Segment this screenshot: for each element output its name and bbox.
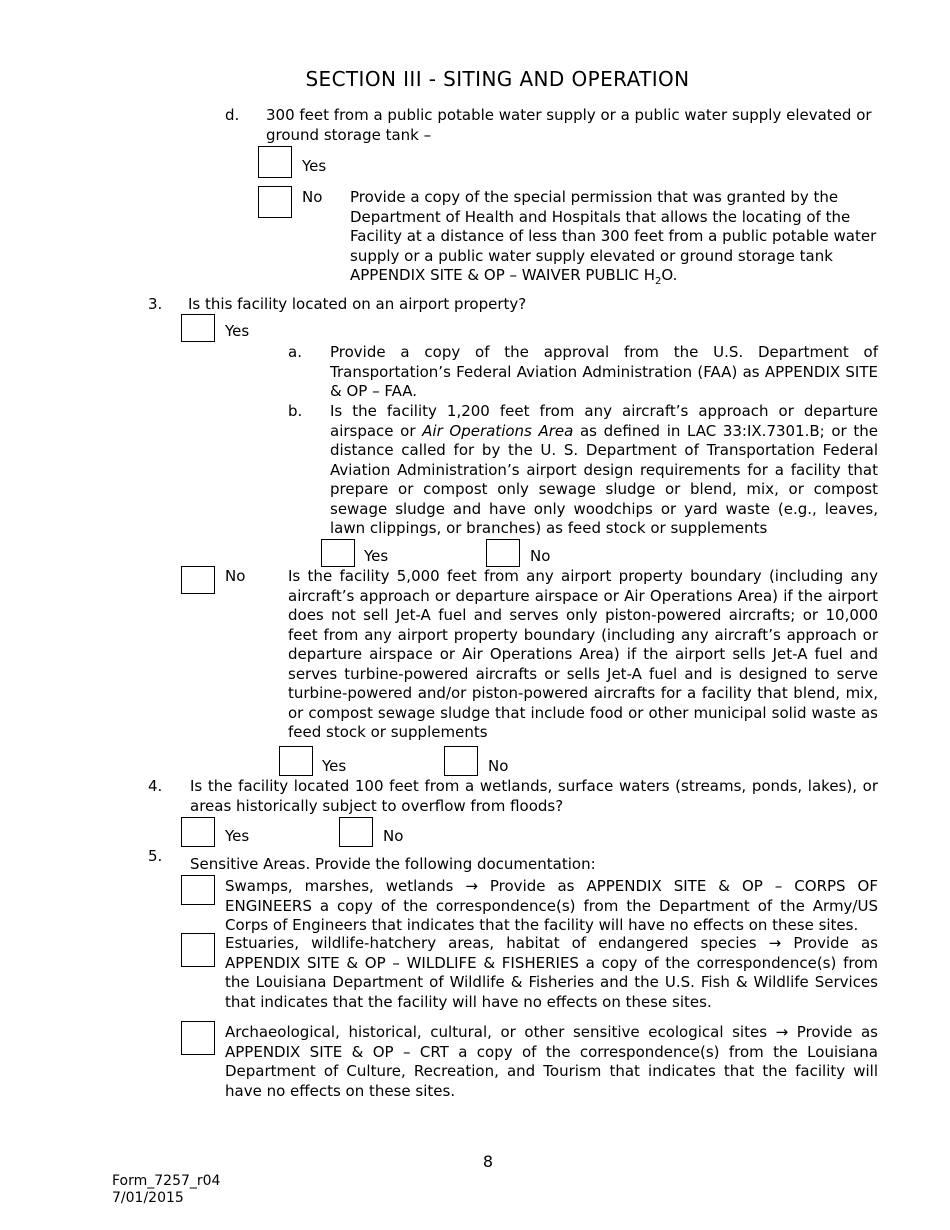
item-3-yes-label: Yes (225, 322, 250, 340)
item-3-no-label: No (225, 567, 246, 585)
item-4-no-label: No (383, 827, 404, 845)
item-3b-no-label: No (530, 547, 551, 565)
item-d-yes-checkbox[interactable] (258, 146, 292, 178)
section-title: SECTION III - SITING AND OPERATION (305, 67, 690, 91)
footer-form-id: Form_7257_r04 (112, 1173, 221, 1189)
item-4-question: Is the facility located 100 feet from a wetlands, surface waters (streams, ponds, lakes), or areas historically subject to overflow from floods? (190, 777, 878, 815)
item-3b-yes-checkbox[interactable] (321, 539, 355, 567)
arrow-right-icon: → (775, 1023, 789, 1041)
item-5-intro: Sensitive Areas. Provide the following documentation: (190, 855, 596, 873)
item-3b-yes-label: Yes (364, 547, 389, 565)
item-3-no-yes-checkbox[interactable] (279, 746, 313, 776)
item-3a-text: Provide a copy of the approval from the U.S. Department of Transportation’s Federal Aviation Administration (FAA) as APPENDIX SITE & OP – FAA. (330, 343, 878, 400)
arrow-right-icon: → (465, 877, 478, 895)
item-3-question: Is this facility located on an airport property? (188, 295, 527, 313)
item-4-yes-checkbox[interactable] (181, 817, 215, 847)
item-d-no-text: Provide a copy of the special permission that was granted by the Department of Health and Hospitals that allows the locating of the Facility at a distance of less than 300 feet from a public potable water supply or a public water supply elevated or ground storage tank APPENDIX SITE & OP – WAIVER PUBLIC $H_2O$. (350, 188, 877, 287)
arrow-right-icon: → (768, 934, 782, 952)
item-4-number: 4. (148, 777, 163, 795)
item-3-number: 3. (148, 295, 163, 313)
item-d-text: 300 feet from a public potable water supply or a public water supply elevated or ground storage tank – (266, 106, 872, 144)
item-5-number: 5. (148, 847, 163, 865)
item-3-no-no-checkbox[interactable] (444, 746, 478, 776)
item-3-yes-checkbox[interactable] (181, 314, 215, 342)
item-d-yes-label: Yes (302, 157, 327, 175)
item-3-no-checkbox[interactable] (181, 566, 215, 594)
item-3b-label: b. (288, 402, 303, 420)
item-3b-text: Is the facility 1,200 feet from any aircraft’s approach or departure airspace or Air Operations Area as defined in LAC 33:IX.7301.B; or the distance called for by the U. S. Department of Transportation Federal Aviation Administration’s airport design requirements for a facility that prepare or compost only sewage sludge or blend, mix, or compost sewage sludge and have only woodchips or yard waste (e.g., leaves, lawn clippings, or branches) as feed stock or supplements (330, 402, 878, 537)
footer-date: 7/01/2015 (112, 1190, 184, 1206)
sensitive-area-wetlands-checkbox[interactable] (181, 875, 215, 905)
item-3-no-text: Is the facility 5,000 feet from any airport property boundary (including any aircraft’s approach or departure airspace or Air Operations Area) if the airport does not sell Jet-A fuel and serves only piston-powered aircrafts; or 10,000 feet from any airport property boundary (including any aircraft’s approach or departure airspace or Air Operations Area) if the airport sells Jet-A fuel and serves turbine-powered aircrafts or sells Jet-A fuel and is designed to serve turbine-powered and/or piston-powered aircrafts for a facility that blend, mix, or compost sewage sludge that include food or other municipal solid waste as feed stock or supplements (288, 567, 878, 741)
sensitive-area-cultural-checkbox[interactable] (181, 1021, 215, 1055)
item-d-no-checkbox[interactable] (258, 186, 292, 218)
sensitive-area-wildlife-checkbox[interactable] (181, 933, 215, 967)
sensitive-area-wetlands-text: Swamps, marshes, wetlands → Provide as APPENDIX SITE & OP – CORPS OF ENGINEERS a copy of the correspondence(s) from the Department of the Army/US Corps of Engineers that indicates that the facility will have no effects on these sites. (225, 877, 878, 934)
item-4-no-checkbox[interactable] (339, 817, 373, 847)
sensitive-area-wildlife-text: Estuaries, wildlife-hatchery areas, habitat of endangered species → Provide as APPENDIX SITE & OP – WILDLIFE & FISHERIES a copy of the correspondence(s) from the Louisiana Department of Wildlife & Fisheries and the U.S. Fish & Wildlife Services that indicates that the facility will have no effects on these sites. (225, 934, 878, 1011)
item-3-no-no-label: No (488, 757, 509, 775)
item-d-label: d. (225, 106, 240, 124)
page-number: 8 (482, 1152, 494, 1171)
item-4-yes-label: Yes (225, 827, 250, 845)
item-3b-no-checkbox[interactable] (486, 539, 520, 567)
sensitive-area-cultural-text: Archaeological, historical, cultural, or other sensitive ecological sites → Provide as APPENDIX SITE & OP – CRT a copy of the correspondence(s) from the Louisiana Department of Culture, Recreation, and Tourism that indicates that the facility will have no effects on these sites. (225, 1023, 878, 1100)
item-d-no-label: No (302, 188, 323, 206)
item-3-no-yes-label: Yes (322, 757, 347, 775)
item-3a-label: a. (288, 343, 302, 361)
